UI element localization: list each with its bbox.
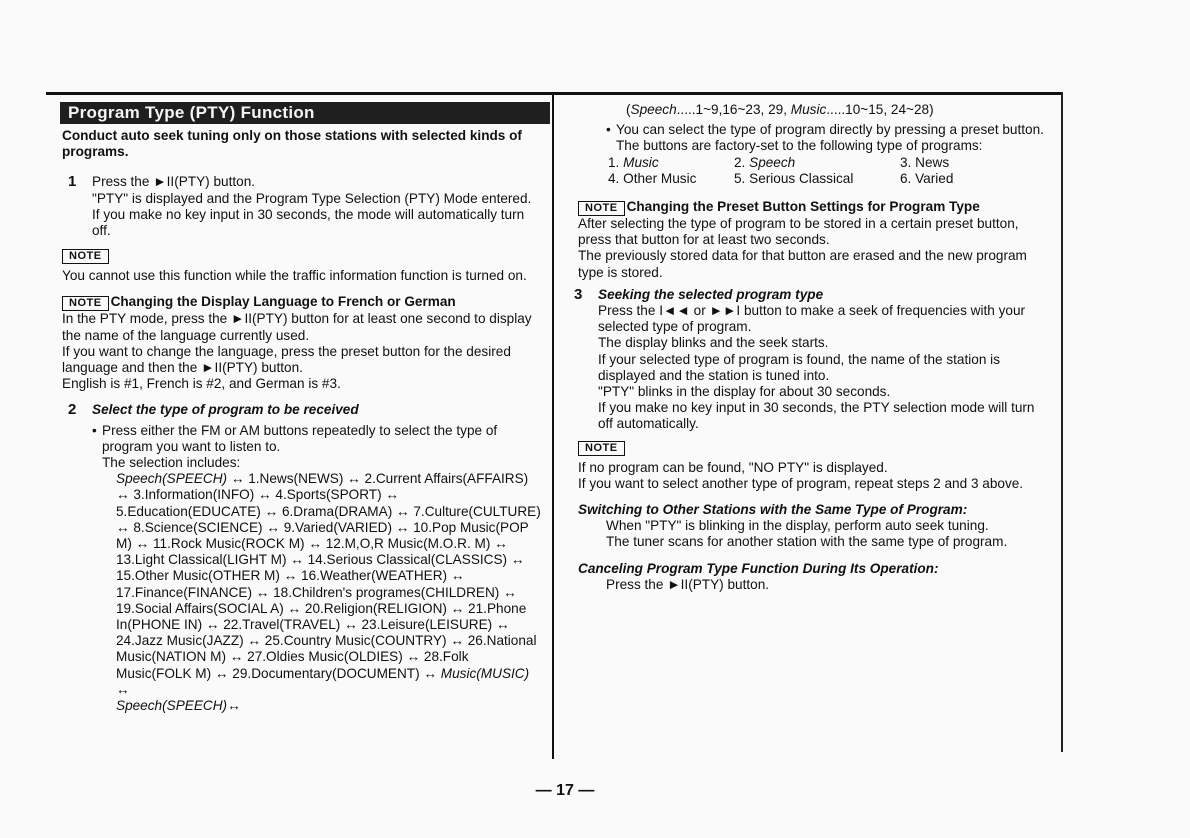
- cancel-p1: Press the ►II(PTY) button.: [606, 576, 770, 592]
- top-rule: [46, 92, 1063, 95]
- note-2-p3: English is #1, French is #2, and German is #3.: [62, 376, 341, 392]
- left-column: [62, 102, 544, 714]
- sel-last: Speech(SPEECH): [116, 698, 228, 714]
- note-4-p1: If no program can be found, "NO PTY" is displayed.: [578, 459, 888, 475]
- bullet-dot: •: [606, 122, 611, 138]
- note-2-p1: In the PTY mode, press the ►II(PTY) button for at least one second to display the name of the language currently used.: [62, 311, 532, 343]
- step-number: 1: [68, 173, 77, 191]
- step-number: 3: [574, 285, 583, 303]
- sel-first: Speech(SPEECH): [116, 471, 228, 487]
- preset-4: 4. Other Music: [608, 170, 697, 186]
- selection-list: [92, 471, 544, 714]
- music-range: .....10~15, 24~28): [826, 102, 934, 117]
- note-2-heading: Changing the Display Language to French or German: [110, 294, 456, 310]
- right-margin-rule: [1061, 92, 1063, 752]
- music-word: Music: [790, 102, 827, 117]
- preset-bullet: [578, 122, 1048, 154]
- note-4-p2: If you want to select another type of program, repeat steps 2 and 3 above.: [578, 475, 1024, 491]
- preset-bullet-text: You can select the type of program directly by pressing a preset button. The buttons are factory-set to the following type of programs:: [616, 122, 1044, 154]
- preset-5: 5. Serious Classical: [734, 170, 854, 186]
- step-number: 2: [68, 401, 77, 419]
- cancel-heading: Canceling Program Type Function During Its Operation:: [578, 560, 939, 576]
- step-3-title: Seeking the selected program type: [598, 286, 824, 302]
- preset-grid: [578, 155, 1048, 187]
- sel-music: Music(MUSIC): [440, 665, 530, 681]
- note-2-p2: If you want to change the language, press the preset button for the desired language and then the ►II(PTY) button.: [62, 343, 511, 376]
- paren-open: (: [626, 102, 631, 117]
- step-1-p1: "PTY" is displayed and the Program Type Selection (PTY) Mode entered.: [92, 190, 532, 206]
- step-2: [62, 402, 544, 714]
- note-label: NOTE: [578, 201, 625, 216]
- page-number: — 17 —: [535, 782, 595, 799]
- preset-6: 6. Varied: [900, 170, 954, 186]
- step-2-bullet-text: Press either the FM or AM buttons repeatedly to select the type of program you want to listen to.: [102, 422, 498, 454]
- sel-arrow: ↔: [116, 681, 130, 697]
- step-3-p2: The display blinks and the seek starts.: [598, 335, 829, 351]
- speech-music-ranges: [578, 102, 1048, 118]
- sel-end: ↔: [227, 698, 241, 714]
- switch-heading: Switching to Other Stations with the Same Type of Program:: [578, 502, 968, 518]
- step-2-bullet: [92, 423, 544, 455]
- note-3-heading-row: [578, 193, 1048, 216]
- step-1: [62, 174, 544, 239]
- sel-list: ↔ 1.News(NEWS) ↔ 2.Current Affairs(AFFAIRS) ↔ 3.Information(INFO) ↔ 4.Sports(SPORT) ↔ 5.Education(EDUCATE) ↔ 6.Drama(DRAMA) ↔ 7.Culture(CULTURE) ↔ 8.Science(SCIENCE) ↔ 9.Varied(VARIED) ↔ 10.Pop Music(POP M) ↔ 11.Rock Music(ROCK M) ↔ 12.M,O,R Music(M.O.R. M) ↔ 13.Light Classical(LIGHT M) ↔ 14.Serious Classical(CLASSICS) ↔ 15.Other Music(OTHER M) ↔ 16.Weather(WEATHER) ↔ 17.Finance(FINANCE) ↔ 18.Children's programes(CHILDREN) ↔ 19.Social Affairs(SOCIAL A) ↔ 20.Religion(RELIGION) ↔ 21.Phone In(PHONE IN) ↔ 22.Travel(TRAVEL) ↔ 23.Leisure(LEISURE) ↔ 24.Jazz Music(JAZZ) ↔ 25.Country Music(COUNTRY) ↔ 26.National Music(NATION M) ↔ 27.Oldies Music(OLDIES) ↔ 28.Folk Music(FOLK M) ↔ 29.Documentary(DOCUMENT) ↔: [116, 471, 541, 681]
- step-3: [568, 287, 1048, 433]
- preset-2: 2. Speech: [734, 154, 796, 170]
- step-3-p5: If you make no key input in 30 seconds, the PTY selection mode will turn off automatically.: [598, 400, 1035, 432]
- step-1-line: Press the ►II(PTY) button.: [92, 174, 256, 190]
- intro-text: Conduct auto seek tuning only on those stations with selected kinds of programs.: [62, 128, 522, 160]
- right-column: [574, 102, 1048, 593]
- note-label: NOTE: [578, 441, 625, 456]
- note-label: NOTE: [62, 249, 109, 264]
- step-3-p1: Press the I◄◄ or ►►I button to make a seek of frequencies with your selected type of program.: [598, 303, 1026, 335]
- preset-3: 3. News: [900, 154, 950, 170]
- note-1-text: You cannot use this function while the traffic information function is turned on.: [62, 268, 527, 284]
- switch-p2: The tuner scans for another station with the same type of program.: [606, 534, 1008, 550]
- column-divider: [552, 92, 554, 759]
- preset-1: 1. Music: [608, 154, 659, 170]
- step-1-p2: If you make no key input in 30 seconds, the mode will automatically turn off.: [92, 206, 525, 239]
- selection-head: The selection includes:: [102, 455, 241, 471]
- section-title: Program Type (PTY) Function: [60, 102, 550, 124]
- note-2-heading-row: [62, 294, 544, 311]
- speech-word: Speech: [630, 102, 677, 117]
- step-3-p3: If your selected type of program is found, the name of the station is displayed and the station is tuned into.: [598, 351, 1000, 383]
- note-3-p1: After selecting the type of program to be stored in a certain preset button, press that button for at least two seconds.: [578, 216, 1019, 248]
- speech-range: .....1~9,16~23, 29,: [676, 102, 791, 117]
- step-2-title: Select the type of program to be received: [92, 402, 359, 418]
- switch-p1: When "PTY" is blinking in the display, perform auto seek tuning.: [606, 518, 989, 534]
- bullet-dot: •: [92, 422, 97, 438]
- note-3-heading: Changing the Preset Button Settings for Program Type: [626, 199, 980, 215]
- step-3-p4: "PTY" blinks in the display for about 30 seconds.: [598, 384, 891, 400]
- note-label: NOTE: [62, 296, 109, 311]
- note-3-p2: The previously stored data for that button are erased and the new program type is stored.: [578, 248, 1027, 280]
